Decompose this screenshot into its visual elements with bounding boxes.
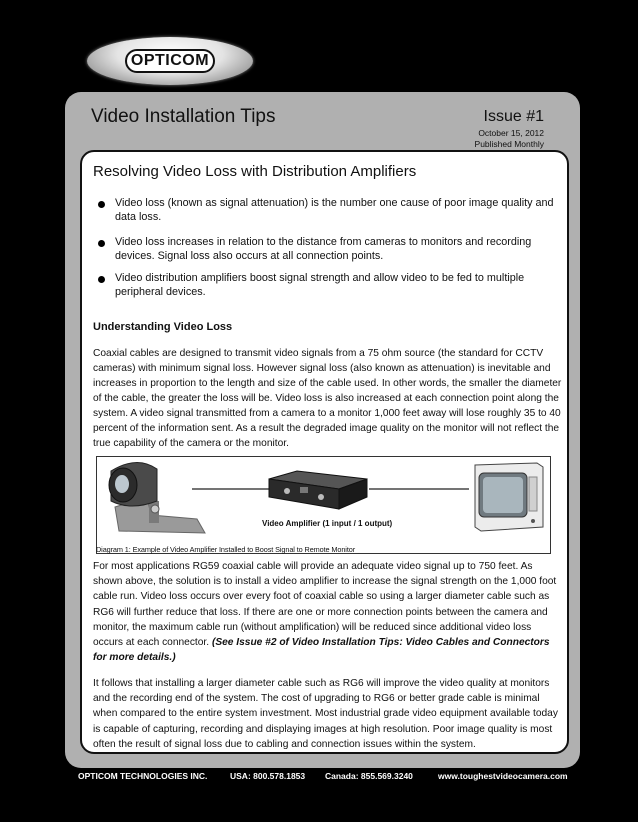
- footer-canada-phone: Canada: 855.569.3240: [325, 771, 413, 781]
- bullet-dot-icon: [98, 276, 105, 283]
- issue-number: Issue #1: [483, 108, 544, 125]
- amplifier-label: Video Amplifier (1 input / 1 output): [262, 519, 393, 528]
- footer-company: OPTICOM TECHNOLOGIES INC.: [78, 771, 208, 781]
- diagram-caption: Diagram 1: Example of Video Amplifier Installed to Boost Signal to Remote Monitor: [96, 545, 356, 554]
- logo-oval: [87, 37, 253, 85]
- monitor-icon: [475, 463, 543, 531]
- bullet-text: Video loss (known as signal attenuation) is the number one cause of poor image quality and data loss.: [115, 197, 554, 223]
- diagram-graphic: [97, 457, 552, 555]
- issue-date: October 15, 2012: [478, 128, 544, 138]
- camera-icon: [109, 462, 205, 533]
- publish-frequency: Published Monthly: [474, 139, 544, 149]
- paragraph-rg59-text: For most applications RG59 coaxial cable will provide an adequate video signal up to 750 feet. As shown above, the solution is to install a video amplifier to increase the signal strength on the 1,000 foot cable run. Video loss occurs over every foot of coaxial cable so using a larger diameter cable such as RG6 will further reduce that loss. If there are one or more connection points between the camera and monitor, the maximum cable run (without amplification) will be reduced since additional video loss occurs at each connector.: [93, 561, 557, 649]
- issue-date-block: [475, 128, 544, 150]
- footer: [0, 771, 638, 787]
- bullet-text: Video loss increases in relation to the distance from cameras to monitors and recording devices. Signal loss also occurs at all connection points.: [115, 236, 532, 262]
- amplifier-diagram: [96, 456, 551, 554]
- logo-text: OPTICOM: [130, 52, 210, 69]
- issue-reference: (See Issue #2 of Video Installation Tips: Video Cables and Connectors for more details.): [93, 637, 550, 664]
- amplifier-icon: [269, 471, 367, 509]
- paragraph-rg59: [93, 559, 563, 665]
- article-title: Resolving Video Loss with Distribution Amplifiers: [93, 163, 417, 180]
- bullet-dot-icon: [98, 240, 105, 247]
- footer-website[interactable]: www.toughestvideocamera.com: [438, 771, 568, 781]
- logo: [77, 24, 263, 98]
- article-card: [80, 150, 569, 754]
- newsletter-title: Video Installation Tips: [91, 106, 276, 127]
- logo-badge: [125, 49, 215, 73]
- section-heading: Understanding Video Loss: [93, 321, 233, 333]
- paragraph-understanding: Coaxial cables are designed to transmit video signals from a 75 ohm source (the standard for CCTV cameras) with minimum signal loss. However signal loss (also known as attenuation) is inevitable and increases in proportion to the length and size of the cable used. In other words, the smaller the diameter of the cable, the greater the loss will be. Video loss is also increased at each connection point along the system. A video signal transmitted from a camera to a monitor 1,000 feet away will lose roughly 35 to 40 percent of the information sent. As a result the degraded image quality on the monitor will not reflect the true capability of the camera or the monitor.: [93, 348, 562, 449]
- bullet-dot-icon: [98, 201, 105, 208]
- bullet-text: Video distribution amplifiers boost signal strength and allow video to be fed to multiple peripheral devices.: [115, 272, 525, 298]
- paragraph-rg6: It follows that installing a larger diameter cable such as RG6 will improve the video quality at monitors and the recording end of the system. The cost of upgrading to RG6 or better grade cable is minimal when compared to the entire system investment. Most industrial grade video equipment available today is capable of capturing, recording and displaying images at high resolution. Poor image quality is most often the result of signal loss due to cabling and connection issues within the system.: [93, 678, 558, 750]
- footer-usa-phone: USA: 800.578.1853: [230, 771, 306, 781]
